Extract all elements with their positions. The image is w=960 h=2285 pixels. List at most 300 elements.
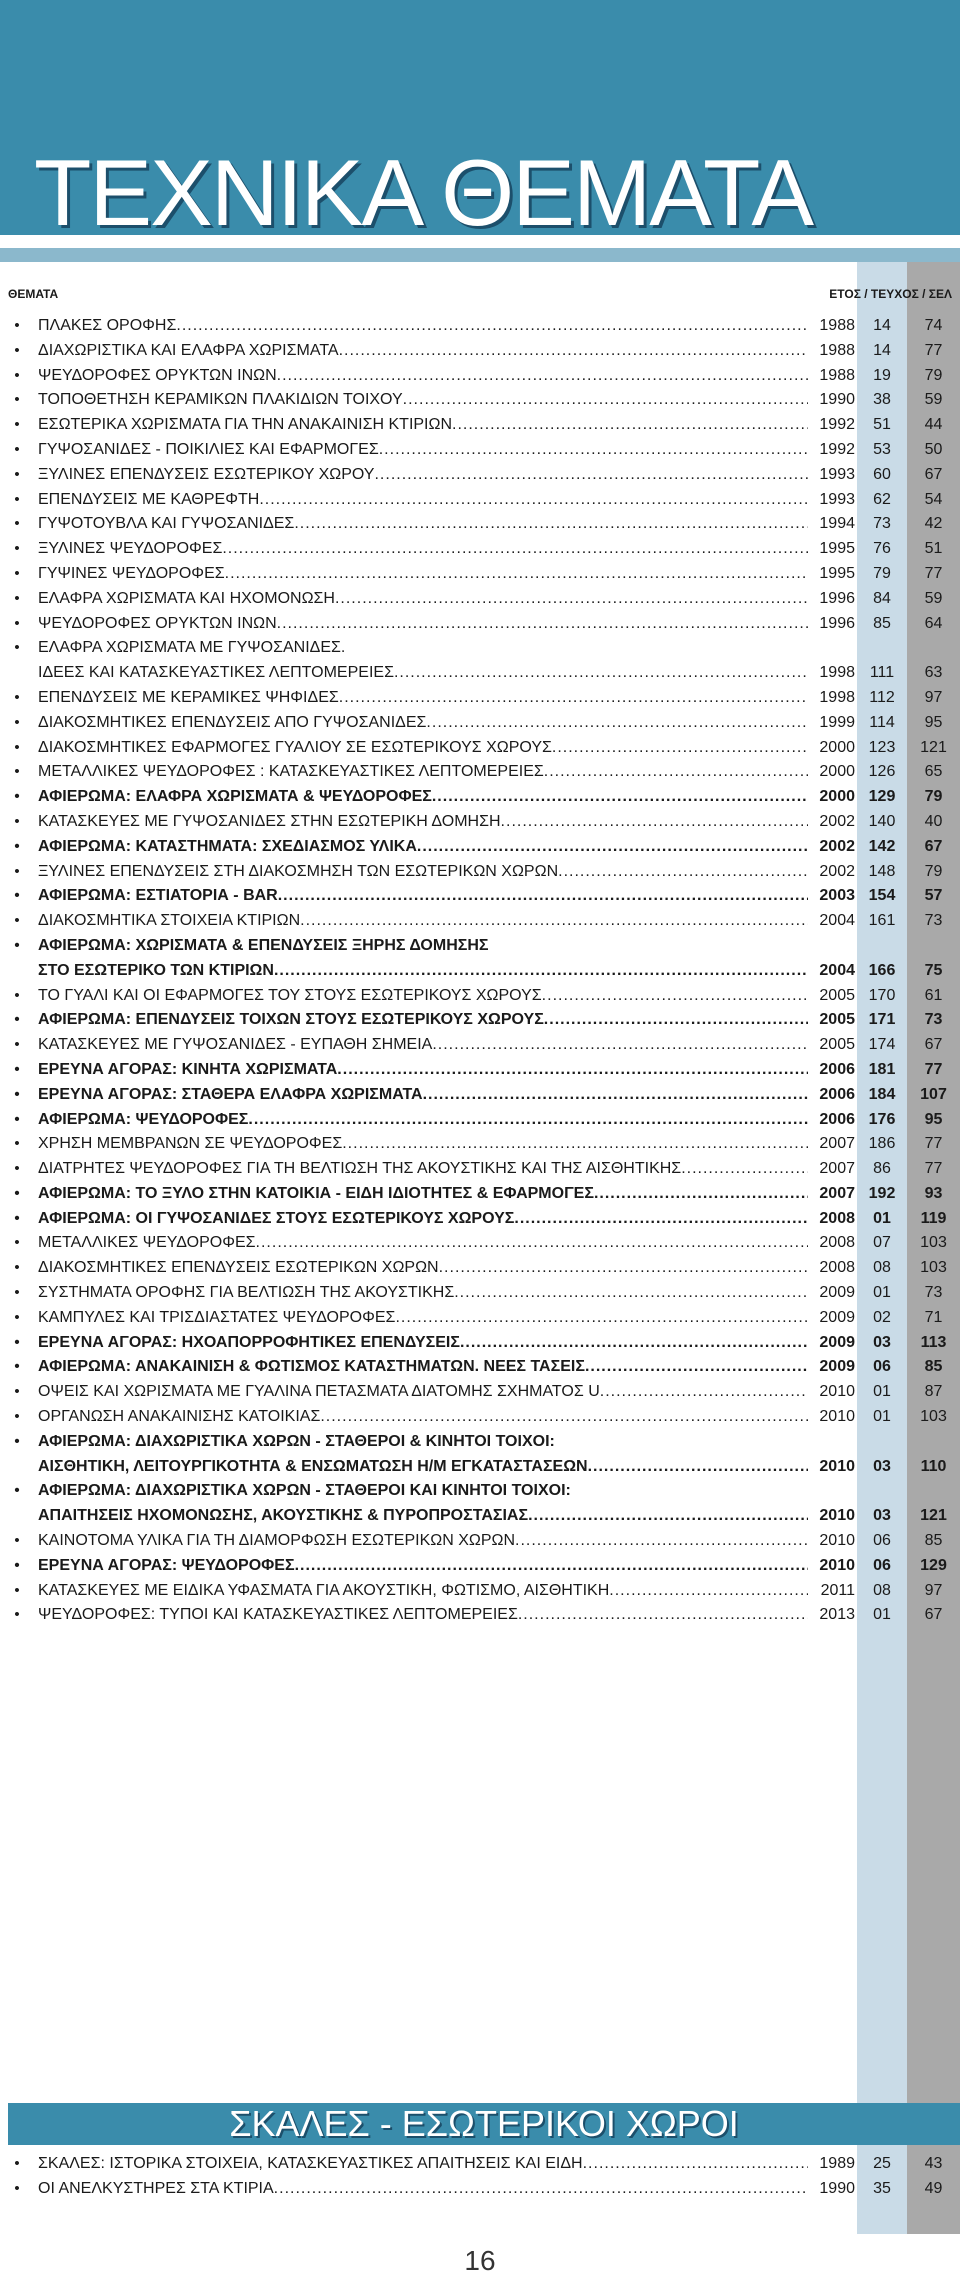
- issue-number: 02: [873, 1308, 891, 1326]
- issue-number: 85: [873, 614, 891, 632]
- page-ref: 49: [924, 2179, 943, 2197]
- bullet-icon: •: [14, 589, 20, 607]
- bullet-icon: •: [14, 1432, 20, 1450]
- issue-number: 06: [873, 1532, 891, 1550]
- list-item: [0, 962, 960, 987]
- year: 2000: [819, 763, 855, 781]
- year: 1996: [819, 614, 855, 632]
- header-topics: ΘΕΜΑΤΑ: [8, 287, 59, 301]
- list-item: [0, 540, 960, 565]
- bullet-icon: •: [14, 1482, 20, 1500]
- page-ref: 77: [924, 341, 943, 359]
- list-item: [0, 1036, 960, 1061]
- list-item: [0, 2180, 960, 2205]
- year: 2010: [819, 1532, 855, 1550]
- topic-title: ΟΨΕΙΣ ΚΑΙ ΧΩΡΙΣΜΑΤΑ ΜΕ ΓΥΑΛΙΝΑ ΠΕΤΑΣΜΑΤΑ ΔΙΑΤΟΜΗΣ ΣΧΗΜΑΤΟΣ U .....: [38, 1383, 808, 1401]
- bullet-icon: •: [14, 614, 20, 632]
- year: 2010: [819, 1507, 855, 1525]
- list-item: [0, 1482, 960, 1507]
- list-item: [0, 813, 960, 838]
- list-item: [0, 391, 960, 416]
- page-ref: 103: [920, 1408, 947, 1426]
- bullet-icon: •: [14, 540, 20, 558]
- topic-title: ΣΥΣΤΗΜΑΤΑ ΟΡΟΦΗΣ ΓΙΑ ΒΕΛΤΙΩΣΗ ΤΗΣ ΑΚΟΥΣΤΙΚΗΣ .....: [38, 1284, 808, 1302]
- list-item: [0, 416, 960, 441]
- page-ref: 59: [924, 391, 943, 409]
- page-ref: 97: [924, 1581, 943, 1599]
- issue-number: 129: [868, 788, 896, 806]
- issue-number: 14: [873, 317, 891, 334]
- year: 2009: [819, 1333, 855, 1351]
- list-item: [0, 491, 960, 516]
- year: 2008: [819, 1234, 855, 1252]
- topic-title: ΜΕΤΑΛΛΙΚΕΣ ΨΕΥΔΟΡΟΦΕΣ : ΚΑΤΑΣΚΕΥΑΣΤΙΚΕΣ ΛΕΠΤΟΜΕΡΕΙΕΣ .....: [38, 763, 808, 781]
- issue-number: 06: [873, 1358, 891, 1376]
- issue-number: 112: [869, 688, 895, 706]
- list-item: [0, 466, 960, 491]
- list-item: [0, 1557, 960, 1582]
- year: 2010: [819, 1457, 855, 1475]
- list-item: [0, 1606, 960, 1631]
- year: 2009: [819, 1284, 855, 1302]
- bullet-icon: •: [14, 788, 20, 806]
- year: 1996: [819, 589, 855, 607]
- page-ref: 79: [924, 788, 943, 806]
- issue-number: 76: [873, 540, 891, 558]
- page-ref: 85: [924, 1358, 943, 1376]
- topic-title: ΔΙΑΚΟΣΜΗΤΙΚΑ ΣΤΟΙΧΕΙΑ ΚΤΙΡΙΩΝ .....: [38, 912, 808, 930]
- topic-title: ΤΟ ΓΥΑΛΙ ΚΑΙ ΟΙ ΕΦΑΡΜΟΓΕΣ ΤΟΥ ΣΤΟΥΣ ΕΣΩΤΕΡΙΚΟΥΣ ΧΩΡΟΥΣ .....: [38, 987, 808, 1005]
- list-item: [0, 441, 960, 466]
- issue-number: 19: [873, 366, 891, 384]
- list-item: [0, 639, 960, 664]
- page-ref: 129: [920, 1556, 947, 1574]
- bullet-icon: •: [14, 564, 20, 582]
- year: 2009: [819, 1358, 855, 1376]
- list-item: [0, 590, 960, 615]
- bullet-icon: •: [14, 1110, 20, 1128]
- list-item: [0, 1210, 960, 1235]
- section-banner: [8, 2103, 960, 2145]
- issue-number: 51: [873, 416, 891, 434]
- list-item: [0, 664, 960, 689]
- year: 1989: [819, 2155, 855, 2172]
- page-ref: 121: [920, 1507, 947, 1525]
- page-ref: 73: [924, 1284, 943, 1302]
- page-ref: 121: [920, 738, 947, 756]
- page-ref: 95: [924, 1110, 943, 1128]
- bullet-icon: •: [14, 317, 20, 334]
- bullet-icon: •: [14, 2155, 20, 2172]
- bullet-icon: •: [14, 887, 20, 905]
- list-item: [0, 838, 960, 863]
- bullet-icon: •: [14, 1160, 20, 1178]
- list-item: [0, 763, 960, 788]
- page-ref: 103: [920, 1234, 947, 1252]
- year: 1999: [819, 713, 855, 731]
- year: 1988: [819, 366, 855, 384]
- bullet-icon: •: [14, 713, 20, 731]
- bullet-icon: •: [14, 1036, 20, 1054]
- issue-number: 08: [873, 1581, 891, 1599]
- topic-title: ΔΙΑΤΡΗΤΕΣ ΨΕΥΔΟΡΟΦΕΣ ΓΙΑ ΤΗ ΒΕΛΤΙΩΣΗ ΤΗΣ ΑΚΟΥΣΤΙΚΗΣ ΚΑΙ ΤΗΣ ΑΙΣΘΗΤΙΚΗΣ .....: [38, 1160, 808, 1178]
- page-ref: 97: [924, 688, 943, 706]
- list-item: [0, 863, 960, 888]
- topic-title: ΕΡΕΥΝΑ ΑΓΟΡΑΣ: ΣΤΑΘΕΡΑ ΕΛΑΦΡΑ ΧΩΡΙΣΜΑΤΑ .....: [38, 1086, 808, 1104]
- bullet-icon: •: [14, 862, 20, 880]
- page-ref: 79: [924, 862, 943, 880]
- year: 2006: [819, 1085, 855, 1103]
- issue-number: 166: [868, 961, 896, 979]
- bullet-icon: •: [14, 440, 20, 458]
- bullet-icon: •: [14, 490, 20, 508]
- bullet-icon: •: [14, 936, 20, 954]
- list-item: [0, 689, 960, 714]
- list-item: [0, 1582, 960, 1607]
- page-ref: 67: [924, 1606, 943, 1624]
- year: 2010: [819, 1408, 855, 1426]
- topic-title: ΨΕΥΔΟΡΟΦΕΣ ΟΡΥΚΤΩΝ ΙΝΩΝ .....: [38, 615, 808, 633]
- issue-number: 03: [873, 1507, 891, 1525]
- issue-number: 154: [868, 887, 896, 905]
- issue-number: 01: [873, 1209, 891, 1227]
- page-ref: 40: [924, 812, 943, 830]
- bullet-icon: •: [14, 763, 20, 781]
- page-ref: 54: [924, 490, 943, 508]
- topic-title: ΑΠΑΙΤΗΣΕΙΣ ΗΧΟΜΟΝΩΣΗΣ, ΑΚΟΥΣΤΙΚΗΣ & ΠΥΡΟΠΡΟΣΤΑΣΙΑΣ .....: [38, 1507, 808, 1525]
- issue-number: 170: [868, 986, 896, 1004]
- page-ref: 75: [924, 961, 943, 979]
- page-ref: 77: [924, 1135, 943, 1153]
- page-ref: 51: [924, 540, 943, 558]
- bullet-icon: •: [14, 391, 20, 409]
- table-header: [0, 283, 960, 307]
- topic-title: ΟΡΓΑΝΩΣΗ ΑΝΑΚΑΙΝΙΣΗΣ ΚΑΤΟΙΚΙΑΣ .....: [38, 1408, 808, 1426]
- bullet-icon: •: [14, 1259, 20, 1277]
- issue-number: 114: [869, 713, 895, 731]
- issue-number: 53: [873, 440, 891, 458]
- topic-title: ΔΙΑΚΟΣΜΗΤΙΚΕΣ ΕΠΕΝΔΥΣΕΙΣ ΕΣΩΤΕΡΙΚΩΝ ΧΩΡΩΝ .....: [38, 1259, 808, 1277]
- bullet-icon: •: [14, 1060, 20, 1078]
- topic-title: ΑΦΙΕΡΩΜΑ: ΧΩΡΙΣΜΑΤΑ & ΕΠΕΝΔΥΣΕΙΣ ΞΗΡΗΣ ΔΟΜΗΣΗΣ: [38, 936, 489, 954]
- bullet-icon: •: [14, 1135, 20, 1153]
- year: 1993: [819, 465, 855, 483]
- issue-number: 192: [868, 1184, 896, 1202]
- topic-title: ΑΦΙΕΡΩΜΑ: ΕΛΑΦΡΑ ΧΩΡΙΣΜΑΤΑ & ΨΕΥΔΟΡΟΦΕΣ .....: [38, 788, 808, 806]
- list-item: [0, 1433, 960, 1458]
- year: 2000: [819, 788, 855, 806]
- year: 2006: [819, 1110, 855, 1128]
- title-banner: [0, 0, 960, 245]
- topic-title: ΕΠΕΝΔΥΣΕΙΣ ΜΕ ΚΑΘΡΕΦΤΗ .....: [38, 491, 808, 509]
- list-item: [0, 1111, 960, 1136]
- page-ref: 73: [924, 912, 943, 930]
- page-ref: 107: [920, 1085, 947, 1103]
- bullet-icon: •: [14, 1284, 20, 1302]
- bullet-icon: •: [14, 837, 20, 855]
- page-ref: 64: [924, 614, 943, 632]
- issue-number: 62: [873, 490, 891, 508]
- year: 2006: [819, 1060, 855, 1078]
- topic-title: ΑΙΣΘΗΤΙΚΗ, ΛΕΙΤΟΥΡΓΙΚΟΤΗΤΑ & ΕΝΣΩΜΑΤΩΣΗ Η/Μ ΕΓΚΑΤΑΣΤΑΣΕΩΝ .....: [38, 1458, 808, 1476]
- year: 2002: [819, 812, 855, 830]
- year: 2000: [819, 738, 855, 756]
- topic-title: ΞΥΛΙΝΕΣ ΕΠΕΝΔΥΣΕΙΣ ΕΣΩΤΕΡΙΚΟΥ ΧΩΡΟΥ .....: [38, 466, 808, 484]
- list-item: [0, 937, 960, 962]
- page-ref: 67: [924, 837, 943, 855]
- topic-title: ΚΑΤΑΣΚΕΥΕΣ ΜΕ ΓΥΨΟΣΑΝΙΔΕΣ - ΕΥΠΑΘΗ ΣΗΜΕΙΑ .....: [38, 1036, 808, 1054]
- year: 2009: [819, 1308, 855, 1326]
- issue-number: 08: [873, 1259, 891, 1277]
- list-item: [0, 1507, 960, 1532]
- list-item: [0, 1160, 960, 1185]
- year: 2007: [819, 1184, 855, 1202]
- list-item: [0, 714, 960, 739]
- topic-title: ΑΦΙΕΡΩΜΑ: ΨΕΥΔΟΡΟΦΕΣ .....: [38, 1111, 808, 1129]
- year: 1992: [819, 416, 855, 434]
- topics-list: [0, 317, 960, 1631]
- bullet-icon: •: [14, 515, 20, 533]
- issue-number: 73: [873, 515, 891, 533]
- bullet-icon: •: [14, 1556, 20, 1574]
- issue-number: 186: [868, 1135, 896, 1153]
- year: 2007: [819, 1135, 855, 1153]
- topic-title: ΙΔΕΕΣ ΚΑΙ ΚΑΤΑΣΚΕΥΑΣΤΙΚΕΣ ΛΕΠΤΟΜΕΡΕΙΕΣ .....: [38, 664, 808, 682]
- issue-number: 03: [873, 1333, 891, 1351]
- bullet-icon: •: [14, 986, 20, 1004]
- bullet-icon: •: [14, 341, 20, 359]
- list-item: [0, 1358, 960, 1383]
- topic-title: ΨΕΥΔΟΡΟΦΕΣ: ΤΥΠΟΙ ΚΑΙ ΚΑΤΑΣΚΕΥΑΣΤΙΚΕΣ ΛΕΠΤΟΜΕΡΕΙΕΣ .....: [38, 1606, 808, 1624]
- bullet-icon: •: [14, 738, 20, 756]
- bullet-icon: •: [14, 1532, 20, 1550]
- page-ref: 73: [924, 1011, 943, 1029]
- issue-number: 142: [868, 837, 896, 855]
- page-ref: 77: [924, 564, 943, 582]
- topic-title: ΓΥΨΟΣΑΝΙΔΕΣ - ΠΟΙΚΙΛΙΕΣ ΚΑΙ ΕΦΑΡΜΟΓΕΣ .....: [38, 441, 808, 459]
- bullet-icon: •: [14, 639, 20, 657]
- list-item: [0, 1259, 960, 1284]
- year: 2008: [819, 1259, 855, 1277]
- topic-title: ΤΟΠΟΘΕΤΗΣΗ ΚΕΡΑΜΙΚΩΝ ΠΛΑΚΙΔΙΩΝ ΤΟΙΧΟΥ .....: [38, 391, 808, 409]
- list-item: [0, 615, 960, 640]
- issue-number: 181: [868, 1060, 896, 1078]
- page-ref: 65: [924, 763, 943, 781]
- issue-number: 161: [868, 912, 896, 930]
- list-item: [0, 739, 960, 764]
- page-ref: 67: [924, 465, 943, 483]
- list-item: [0, 1234, 960, 1259]
- page-title: ΤΕΧΝΙΚΑ ΘΕΜΑΤΑ: [34, 140, 813, 245]
- page-ref: 57: [924, 887, 943, 905]
- bullet-icon: •: [14, 1358, 20, 1376]
- topic-title: ΕΡΕΥΝΑ ΑΓΟΡΑΣ: ΨΕΥΔΟΡΟΦΕΣ .....: [38, 1557, 808, 1575]
- topic-title: ΔΙΑΧΩΡΙΣΤΙΚΑ ΚΑΙ ΕΛΑΦΡΑ ΧΩΡΙΣΜΑΤΑ .....: [38, 342, 808, 360]
- year: 2004: [819, 961, 855, 979]
- topic-title: ΨΕΥΔΟΡΟΦΕΣ ΟΡΥΚΤΩΝ ΙΝΩΝ .....: [38, 367, 808, 385]
- year: 1998: [819, 688, 855, 706]
- list-item: [0, 1334, 960, 1359]
- topic-title: ΧΡΗΣΗ ΜΕΜΒΡΑΝΩΝ ΣΕ ΨΕΥΔΟΡΟΦΕΣ .....: [38, 1135, 808, 1153]
- year: 2010: [819, 1556, 855, 1574]
- topic-title: ΕΠΕΝΔΥΣΕΙΣ ΜΕ ΚΕΡΑΜΙΚΕΣ ΨΗΦΙΔΕΣ .....: [38, 689, 808, 707]
- year: 1990: [819, 391, 855, 409]
- issue-number: 03: [873, 1457, 891, 1475]
- topic-title: ΣΚΑΛΕΣ: ΙΣΤΟΡΙΚΑ ΣΤΟΙΧΕΙΑ, ΚΑΤΑΣΚΕΥΑΣΤΙΚΕΣ ΑΠΑΙΤΗΣΕΙΣ ΚΑΙ ΕΙΔΗ .....: [38, 2155, 808, 2173]
- topic-title: ΑΦΙΕΡΩΜΑ: ΔΙΑΧΩΡΙΣΤΙΚΑ ΧΩΡΩΝ - ΣΤΑΘΕΡΟΙ & ΚΙΝΗΤΟΙ ΤΟΙΧΟΙ:: [38, 1432, 555, 1450]
- topic-title: ΚΑΤΑΣΚΕΥΕΣ ΜΕ ΕΙΔΙΚΑ ΥΦΑΣΜΑΤΑ ΓΙΑ ΑΚΟΥΣΤΙΚΗ, ΦΩΤΙΣΜΟ, ΑΙΣΘΗΤΙΚΗ .....: [38, 1582, 808, 1600]
- topic-title: ΟΙ ΑΝΕΛΚΥΣΤΗΡΕΣ ΣΤΑ ΚΤΙΡΙΑ .....: [38, 2180, 808, 2198]
- year: 2005: [819, 1036, 855, 1054]
- bullet-icon: •: [14, 1606, 20, 1624]
- bullet-icon: •: [14, 1011, 20, 1029]
- page-ref: 85: [924, 1532, 943, 1550]
- topic-title: ΔΙΑΚΟΣΜΗΤΙΚΕΣ ΕΠΕΝΔΥΣΕΙΣ ΑΠΟ ΓΥΨΟΣΑΝΙΔΕΣ .....: [38, 714, 808, 732]
- page-ref: 119: [920, 1209, 947, 1227]
- page-ref: 79: [924, 366, 943, 384]
- issue-number: 111: [869, 664, 895, 682]
- topic-title: ΣΤΟ ΕΣΩΤΕΡΙΚΟ ΤΩΝ ΚΤΙΡΙΩΝ .....: [38, 962, 808, 980]
- bullet-icon: •: [14, 1333, 20, 1351]
- topic-title: ΞΥΛΙΝΕΣ ΕΠΕΝΔΥΣΕΙΣ ΣΤΗ ΔΙΑΚΟΣΜΗΣΗ ΤΩΝ ΕΣΩΤΕΡΙΚΩΝ ΧΩΡΩΝ .....: [38, 863, 808, 881]
- page-ref: 43: [924, 2155, 943, 2172]
- year: 2003: [819, 887, 855, 905]
- title-strip: [0, 248, 960, 262]
- bullet-icon: •: [14, 2179, 20, 2197]
- issue-number: 84: [873, 589, 891, 607]
- issue-number: 01: [873, 1284, 891, 1302]
- page-ref: 63: [924, 664, 943, 682]
- issue-number: 140: [868, 812, 896, 830]
- bullet-icon: •: [14, 416, 20, 434]
- bullet-icon: •: [14, 1209, 20, 1227]
- year: 2011: [820, 1581, 855, 1599]
- page-ref: 71: [924, 1308, 943, 1326]
- topic-title: ΑΦΙΕΡΩΜΑ: ΕΠΕΝΔΥΣΕΙΣ ΤΟΙΧΩΝ ΣΤΟΥΣ ΕΣΩΤΕΡΙΚΟΥΣ ΧΩΡΟΥΣ .....: [38, 1011, 808, 1029]
- list-item: [0, 367, 960, 392]
- year: 1992: [819, 440, 855, 458]
- list-item: [0, 1135, 960, 1160]
- year: 2007: [819, 1160, 855, 1178]
- list-item: [0, 912, 960, 937]
- list-item: [0, 788, 960, 813]
- issue-number: 07: [873, 1234, 891, 1252]
- issue-number: 171: [868, 1011, 896, 1029]
- bullet-icon: •: [14, 1085, 20, 1103]
- page-ref: 110: [920, 1457, 947, 1475]
- topic-title: ΔΙΑΚΟΣΜΗΤΙΚΕΣ ΕΦΑΡΜΟΓΕΣ ΓΥΑΛΙΟΥ ΣΕ ΕΣΩΤΕΡΙΚΟΥΣ ΧΩΡΟΥΣ .....: [38, 739, 808, 757]
- topic-title: ΕΛΑΦΡΑ ΧΩΡΙΣΜΑΤΑ ΚΑΙ ΗΧΟΜΟΝΩΣΗ .....: [38, 590, 808, 608]
- issue-number: 38: [873, 391, 891, 409]
- list-item: [0, 987, 960, 1012]
- year: 2013: [819, 1606, 855, 1624]
- topic-title: ΑΦΙΕΡΩΜΑ: ΟΙ ΓΥΨΟΣΑΝΙΔΕΣ ΣΤΟΥΣ ΕΣΩΤΕΡΙΚΟΥΣ ΧΩΡΟΥΣ .....: [38, 1210, 808, 1228]
- stairs-list: [0, 2155, 960, 2205]
- topic-title: ΑΦΙΕΡΩΜΑ: ΕΣΤΙΑΤΟΡΙΑ - BAR .....: [38, 887, 808, 905]
- year: 2005: [819, 1011, 855, 1029]
- topic-title: ΕΡΕΥΝΑ ΑΓΟΡΑΣ: ΚΙΝΗΤΑ ΧΩΡΙΣΜΑΤΑ .....: [38, 1061, 808, 1079]
- year: 1988: [819, 341, 855, 359]
- year: 1993: [819, 490, 855, 508]
- topic-title: ΕΣΩΤΕΡΙΚΑ ΧΩΡΙΣΜΑΤΑ ΓΙΑ ΤΗΝ ΑΝΑΚΑΙΝΙΣΗ ΚΤΙΡΙΩΝ .....: [38, 416, 808, 434]
- issue-number: 01: [873, 1383, 891, 1401]
- bullet-icon: •: [14, 1308, 20, 1326]
- year: 1995: [819, 564, 855, 582]
- section-title: ΣΚΑΛΕΣ - ΕΣΩΤΕΡΙΚΟΙ ΧΩΡΟΙ: [229, 2103, 739, 2144]
- bullet-icon: •: [14, 912, 20, 930]
- page-ref: 50: [924, 440, 943, 458]
- topic-title: ΑΦΙΕΡΩΜΑ: ΔΙΑΧΩΡΙΣΤΙΚΑ ΧΩΡΩΝ - ΣΤΑΘΕΡΟΙ ΚΑΙ ΚΙΝΗΤΟΙ ΤΟΙΧΟΙ:: [38, 1482, 571, 1500]
- year: 1990: [819, 2179, 855, 2197]
- issue-number: 148: [868, 862, 896, 880]
- issue-number: 86: [873, 1160, 891, 1178]
- page-ref: 77: [924, 1060, 943, 1078]
- topic-title: ΑΦΙΕΡΩΜΑ: ΑΝΑΚΑΙΝΙΣΗ & ΦΩΤΙΣΜΟΣ ΚΑΤΑΣΤΗΜΑΤΩΝ. ΝΕΕΣ ΤΑΣΕΙΣ .....: [38, 1358, 808, 1376]
- issue-number: 126: [868, 763, 896, 781]
- year: 2004: [819, 912, 855, 930]
- year: 1988: [819, 317, 855, 334]
- list-item: [0, 1458, 960, 1483]
- issue-number: 60: [873, 465, 891, 483]
- year: 1995: [819, 540, 855, 558]
- list-item: [0, 1061, 960, 1086]
- year: 2002: [819, 862, 855, 880]
- issue-number: 01: [873, 1606, 891, 1624]
- topic-title: ΓΥΨΟΤΟΥΒΛΑ ΚΑΙ ΓΥΨΟΣΑΝΙΔΕΣ .....: [38, 515, 808, 533]
- bullet-icon: •: [14, 688, 20, 706]
- issue-number: 35: [873, 2179, 891, 2197]
- page-ref: 67: [924, 1036, 943, 1054]
- header-year-issue-page: ΕΤΟΣ / ΤΕΥΧΟΣ / ΣΕΛ: [829, 287, 952, 301]
- page-ref: 74: [924, 317, 943, 334]
- topic-title: ΚΑΤΑΣΚΕΥΕΣ ΜΕ ΓΥΨΟΣΑΝΙΔΕΣ ΣΤΗΝ ΕΣΩΤΕΡΙΚΗ ΔΟΜΗΣΗ .....: [38, 813, 808, 831]
- bullet-icon: •: [14, 465, 20, 483]
- year: 2002: [819, 837, 855, 855]
- bullet-icon: •: [14, 1408, 20, 1426]
- page-ref: 59: [924, 589, 943, 607]
- topic-title: ΑΦΙΕΡΩΜΑ: ΤΟ ΞΥΛΟ ΣΤΗΝ ΚΑΤΟΙΚΙΑ - ΕΙΔΗ ΙΔΙΟΤΗΤΕΣ & ΕΦΑΡΜΟΓΕΣ .....: [38, 1185, 808, 1203]
- page-ref: 44: [924, 416, 943, 434]
- issue-number: 06: [873, 1556, 891, 1574]
- list-item: [0, 342, 960, 367]
- bullet-icon: •: [14, 366, 20, 384]
- page-number: 16: [464, 2245, 496, 2276]
- page-ref: 61: [924, 986, 943, 1004]
- issue-number: 14: [873, 341, 891, 359]
- year: 2008: [819, 1209, 855, 1227]
- topic-title: ΕΛΑΦΡΑ ΧΩΡΙΣΜΑΤΑ ΜΕ ΓΥΨΟΣΑΝΙΔΕΣ.: [38, 639, 346, 657]
- issue-number: 174: [868, 1036, 896, 1054]
- topic-title: ΑΦΙΕΡΩΜΑ: ΚΑΤΑΣΤΗΜΑΤΑ: ΣΧΕΔΙΑΣΜΟΣ ΥΛΙΚΑ .....: [38, 838, 808, 856]
- list-item: [0, 1284, 960, 1309]
- page-ref: 77: [924, 1160, 943, 1178]
- list-item: [0, 1383, 960, 1408]
- topic-title: ΓΥΨΙΝΕΣ ΨΕΥΔΟΡΟΦΕΣ .....: [38, 565, 808, 583]
- list-item: [0, 565, 960, 590]
- topic-title: ΠΛΑΚΕΣ ΟΡΟΦΗΣ .....: [38, 317, 808, 335]
- topic-title: ΚΑΜΠΥΛΕΣ ΚΑΙ ΤΡΙΣΔΙΑΣΤΑΤΕΣ ΨΕΥΔΟΡΟΦΕΣ .....: [38, 1309, 808, 1327]
- year: 2005: [819, 986, 855, 1004]
- list-item: [0, 2155, 960, 2180]
- page-ref: 95: [924, 713, 943, 731]
- issue-number: 184: [868, 1085, 896, 1103]
- issue-number: 01: [873, 1408, 891, 1426]
- page-ref: 87: [924, 1383, 943, 1401]
- list-item: [0, 1408, 960, 1433]
- bullet-icon: •: [14, 812, 20, 830]
- list-item: [0, 887, 960, 912]
- topic-title: ΕΡΕΥΝΑ ΑΓΟΡΑΣ: ΗΧΟΑΠΟΡΡΟΦΗΤΙΚΕΣ ΕΠΕΝΔΥΣΕΙΣ .....: [38, 1334, 808, 1352]
